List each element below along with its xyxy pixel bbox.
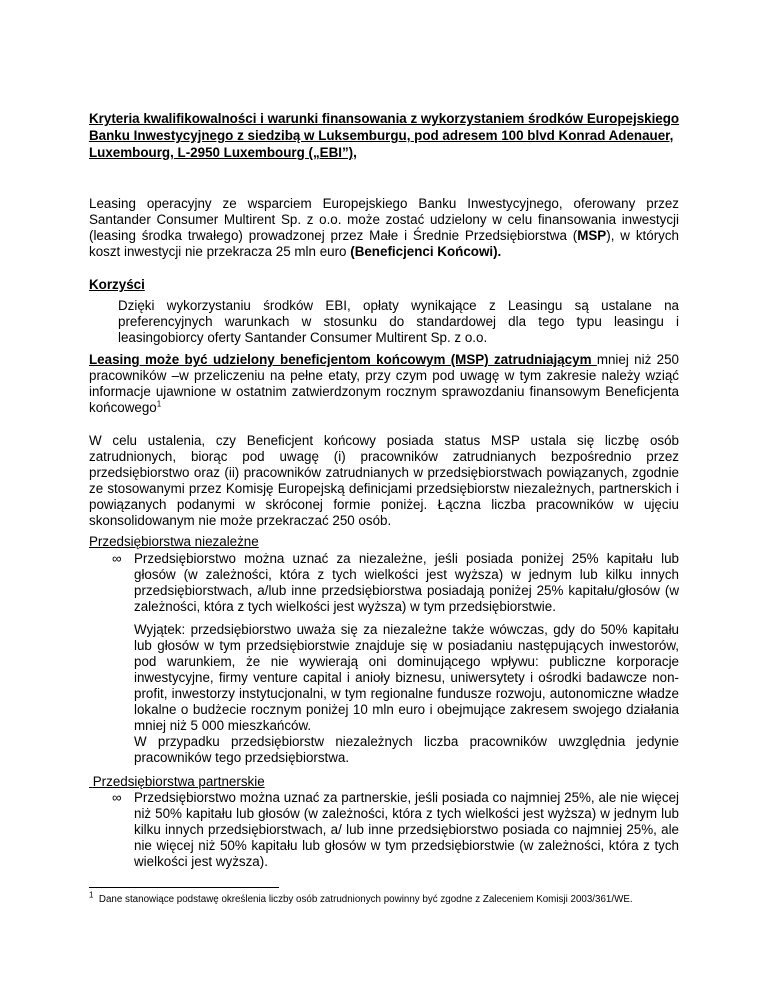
title-line: Luxembourg, L-2950 Luxembourg („EBI”),: [89, 145, 357, 160]
eligibility-paragraph: [89, 352, 679, 416]
partner-heading: [89, 774, 265, 790]
msp-status-paragraph: W celu ustalenia, czy Beneficjent końcowy posiada status MSP ustala się liczbę osób zatrudnionych, biorąc pod uwagę (i) pracowników zatrudnianych bezpośrednio przez przedsiębiorstwo oraz (ii) pracowników zatrudnianych w przedsiębiorstwach powiązanych, zgodnie ze stosowanymi przez Komisję Europejską definicjami przedsiębiorstw niezależnych, partnerskich i powiązanych podanymi w skróconej formie poniżej. Łączna liczba pracowników w ujęciu skonsolidowanym nie może przekraczać 250 osób.: [89, 433, 679, 528]
benefits-paragraph: Dzięki wykorzystaniu środków EBI, opłaty wynikające z Leasingu są ustalane na preferencyjnych warunkach w stosunku do standardowej dla tego typu leasingu i leasingobiorcy oferty Santander Consumer Multirent Sp. z o.o.: [118, 298, 679, 345]
footnote-text: Dane stanowiące podstawę określenia liczby osób zatrudnionych powinny być zgodne z Zaleceniem Komisji 2003/361/WE.: [98, 894, 633, 905]
footnote: [89, 890, 689, 906]
independent-bullet-text: Przedsiębiorstwo można uznać za niezależne, jeśli posiada poniżej 25% kapitału lub głosów (w zależności, która z tych wielkości jest wyższa) w jednym lub kilku innych przedsiębiorstwach, a/lub inne przedsiębiorstwa posiadają poniżej 25% kapitału/głosów (w zależności, która z tych wielkości jest wyższa) w tym przedsiębiorstwie.: [134, 551, 679, 614]
intro-paragraph: [89, 196, 679, 260]
bullet-icon: ∞: [112, 790, 122, 805]
footnote-separator: [89, 887, 279, 888]
footnote-reference: 1: [156, 399, 162, 409]
partner-heading-text: Przedsiębiorstwa partnerskie: [92, 774, 265, 789]
benefits-heading: Korzyści: [89, 277, 145, 292]
partner-bullet-text: Przedsiębiorstwo można uznać za partnerskie, jeśli posiada co najmniej 25%, ale nie więcej niż 50% kapitału lub głosów (w zależności, która z tych wielkości jest wyższa) w jednym lub kilku innych przedsiębiorstwach, a/ lub inne przedsiębiorstwo posiada co najmniej 25%, ale nie więcej niż 50% kapitału lub głosów w tym przedsiębiorstwie (w zależności, która z tych wielkości jest wyższa).: [134, 790, 679, 869]
document-title: [89, 110, 679, 161]
independent-employees-paragraph: W przypadku przedsiębiorstw niezależnych liczba pracowników uwzględnia jedynie pracowników tego przedsiębiorstwa.: [134, 734, 679, 765]
title-line: Banku Inwestycyjnego z siedzibą w Luksemburgu, pod adresem 100 blvd Konrad Adenauer,: [89, 128, 674, 143]
independent-heading: Przedsiębiorstwa niezależne: [89, 534, 259, 549]
eligibility-bold: Leasing może być udzielony beneficjentom końcowym (MSP) zatrudniającym: [89, 352, 597, 367]
msp-label: MSP: [577, 228, 607, 243]
bullet-icon: ∞: [112, 551, 122, 566]
intro-text-continued: ), w których koszt inwestycji nie przekracza 25 mln euro: [89, 228, 679, 259]
beneficiaries-label: (Beneficjenci Końcowi).: [350, 244, 502, 259]
exception-paragraph: Wyjątek: przedsiębiorstwo uważa się za niezależne także wówczas, gdy do 50% kapitału lub głosów w tym przedsiębiorstwie znajduje się w posiadaniu następujących inwestorów, pod warunkiem, że nie wywierają oni dominującego wpływu: publiczne korporacje inwestycyjne, firmy venture capital i anioły biznesu, uniwersytety i ośrodki badawcze non-profit, inwestorzy instytucjonalni, w tym regionalne fundusze rozwoju, autonomiczne władze lokalne o budżecie rocznym poniżej 10 mln euro i obejmujące zakresem swojego działania mniej niż 5 000 mieszkańców.: [134, 622, 679, 733]
title-line: Kryteria kwalifikowalności i warunki finansowania z wykorzystaniem środków Europejskiego: [89, 111, 680, 126]
intro-text: Leasing operacyjny ze wsparciem Europejskiego Banku Inwestycyjnego, oferowany przez Santander Consumer Multirent Sp. z o.o. może zostać udzielony w celu finansowania inwestycji (leasing środka trwałego) prowadzonej przez Małe i Średnie Przedsiębiorstwa (: [89, 196, 679, 243]
footnote-number: 1: [89, 890, 94, 900]
eligibility-text: mniej niż 250 pracowników –w przeliczeniu na pełne etaty, przy czym pod uwagę w tym zakresie należy wziąć informacje ujawnione w ostatnim zatwierdzonym rocznym sprawozdaniu finansowym Beneficjenta końcowego: [89, 352, 679, 415]
